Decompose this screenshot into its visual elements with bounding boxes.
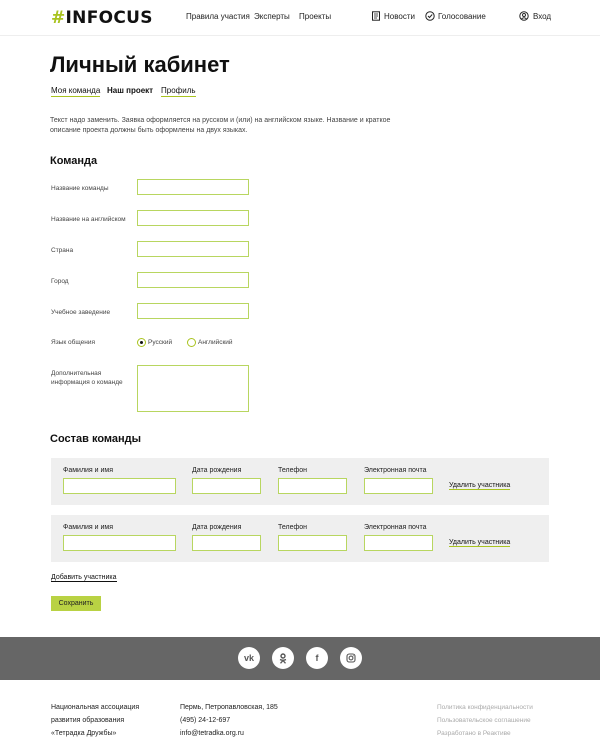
member-name-input[interactable] — [63, 535, 176, 551]
language-label: Язык общения — [51, 339, 95, 346]
member-birth-input[interactable] — [192, 478, 261, 494]
login-link[interactable]: Вход — [533, 12, 552, 21]
member-phone-input[interactable] — [278, 535, 347, 551]
footer-address: Пермь, Петропавловская, 185 — [180, 704, 278, 711]
member-phone-input[interactable] — [278, 478, 347, 494]
team-name-label: Название команды — [51, 185, 109, 192]
footer-phone[interactable]: (495) 24-12-697 — [180, 717, 231, 724]
footer-email[interactable]: info@tetradka.org.ru — [180, 730, 244, 737]
member-email-input[interactable] — [364, 478, 433, 494]
team-name-en-label: Название на английском — [51, 216, 126, 223]
news-icon — [371, 11, 381, 21]
tab-my-team[interactable]: Моя команда — [51, 86, 101, 95]
site-header — [0, 0, 600, 36]
city-label: Город — [51, 278, 69, 285]
tab-our-project[interactable]: Наш проект — [107, 86, 154, 95]
voting-link[interactable]: Голосование — [438, 12, 486, 21]
social-band — [0, 637, 600, 680]
member-birth-label: Дата рождения — [192, 524, 242, 531]
delete-member-link[interactable]: Удалить участника — [449, 482, 511, 489]
member-email-label: Электронная почта — [364, 467, 427, 474]
intro-text: Текст надо заменить. Заявка оформляется на русском и (или) на английском языке. Название и краткое описание проекта должны быть оформлены на двух языках. — [50, 117, 391, 134]
privacy-policy-link[interactable]: Политика конфиденциальности — [437, 704, 533, 711]
nav-rules-link[interactable]: Правила участия — [186, 12, 250, 21]
country-input[interactable] — [137, 241, 249, 257]
news-link[interactable]: Новости — [384, 12, 415, 21]
member-email-input[interactable] — [364, 535, 433, 551]
member-email-label: Электронная почта — [364, 524, 427, 531]
developer-link[interactable]: Разработано в Реактиве — [437, 730, 511, 737]
instagram-icon[interactable] — [340, 647, 362, 669]
facebook-icon[interactable]: f — [306, 647, 328, 669]
member-name-label: Фамилия и имя — [63, 467, 114, 474]
vk-icon[interactable]: vk — [238, 647, 260, 669]
team-name-input[interactable] — [137, 179, 249, 195]
page-title: Личный кабинет — [50, 52, 230, 77]
school-input[interactable] — [137, 303, 249, 319]
extra-info-textarea[interactable] — [137, 365, 249, 412]
tab-profile[interactable]: Профиль — [161, 86, 196, 95]
language-russian-label: Русский — [148, 339, 173, 346]
members-section-title: Состав команды — [50, 433, 142, 445]
footer-org-line: развития образования — [51, 717, 125, 724]
language-radio-english[interactable] — [187, 338, 196, 347]
user-agreement-link[interactable]: Пользовательское соглашение — [437, 717, 531, 724]
nav-experts-link[interactable]: Эксперты — [254, 12, 290, 21]
member-birth-label: Дата рождения — [192, 467, 242, 474]
language-radio-russian[interactable] — [137, 338, 146, 347]
member-name-label: Фамилия и имя — [63, 524, 114, 531]
school-label: Учебное заведение — [51, 309, 111, 316]
nav-projects-link[interactable]: Проекты — [299, 12, 332, 21]
delete-member-link[interactable]: Удалить участника — [449, 539, 511, 546]
member-phone-label: Телефон — [278, 467, 308, 474]
city-input[interactable] — [137, 272, 249, 288]
user-icon — [519, 11, 529, 21]
add-member-link[interactable]: Добавить участника — [51, 574, 117, 581]
team-name-en-input[interactable] — [137, 210, 249, 226]
member-name-input[interactable] — [63, 478, 176, 494]
country-label: Страна — [51, 247, 74, 254]
member-phone-label: Телефон — [278, 524, 308, 531]
team-section-title: Команда — [50, 155, 98, 167]
extra-info-label: Дополнительная информация о команде — [51, 370, 123, 386]
save-button[interactable]: Сохранить — [51, 596, 101, 611]
member-birth-input[interactable] — [192, 535, 261, 551]
footer-org-line: Национальная ассоциация — [51, 704, 140, 711]
language-english-label: Английский — [198, 339, 233, 346]
odnoklassniki-icon[interactable] — [272, 647, 294, 669]
footer-org-line: «Тетрадка Дружбы» — [51, 730, 117, 737]
voting-check-icon — [425, 11, 435, 21]
site-logo[interactable]: #INFOCUS — [51, 8, 153, 28]
